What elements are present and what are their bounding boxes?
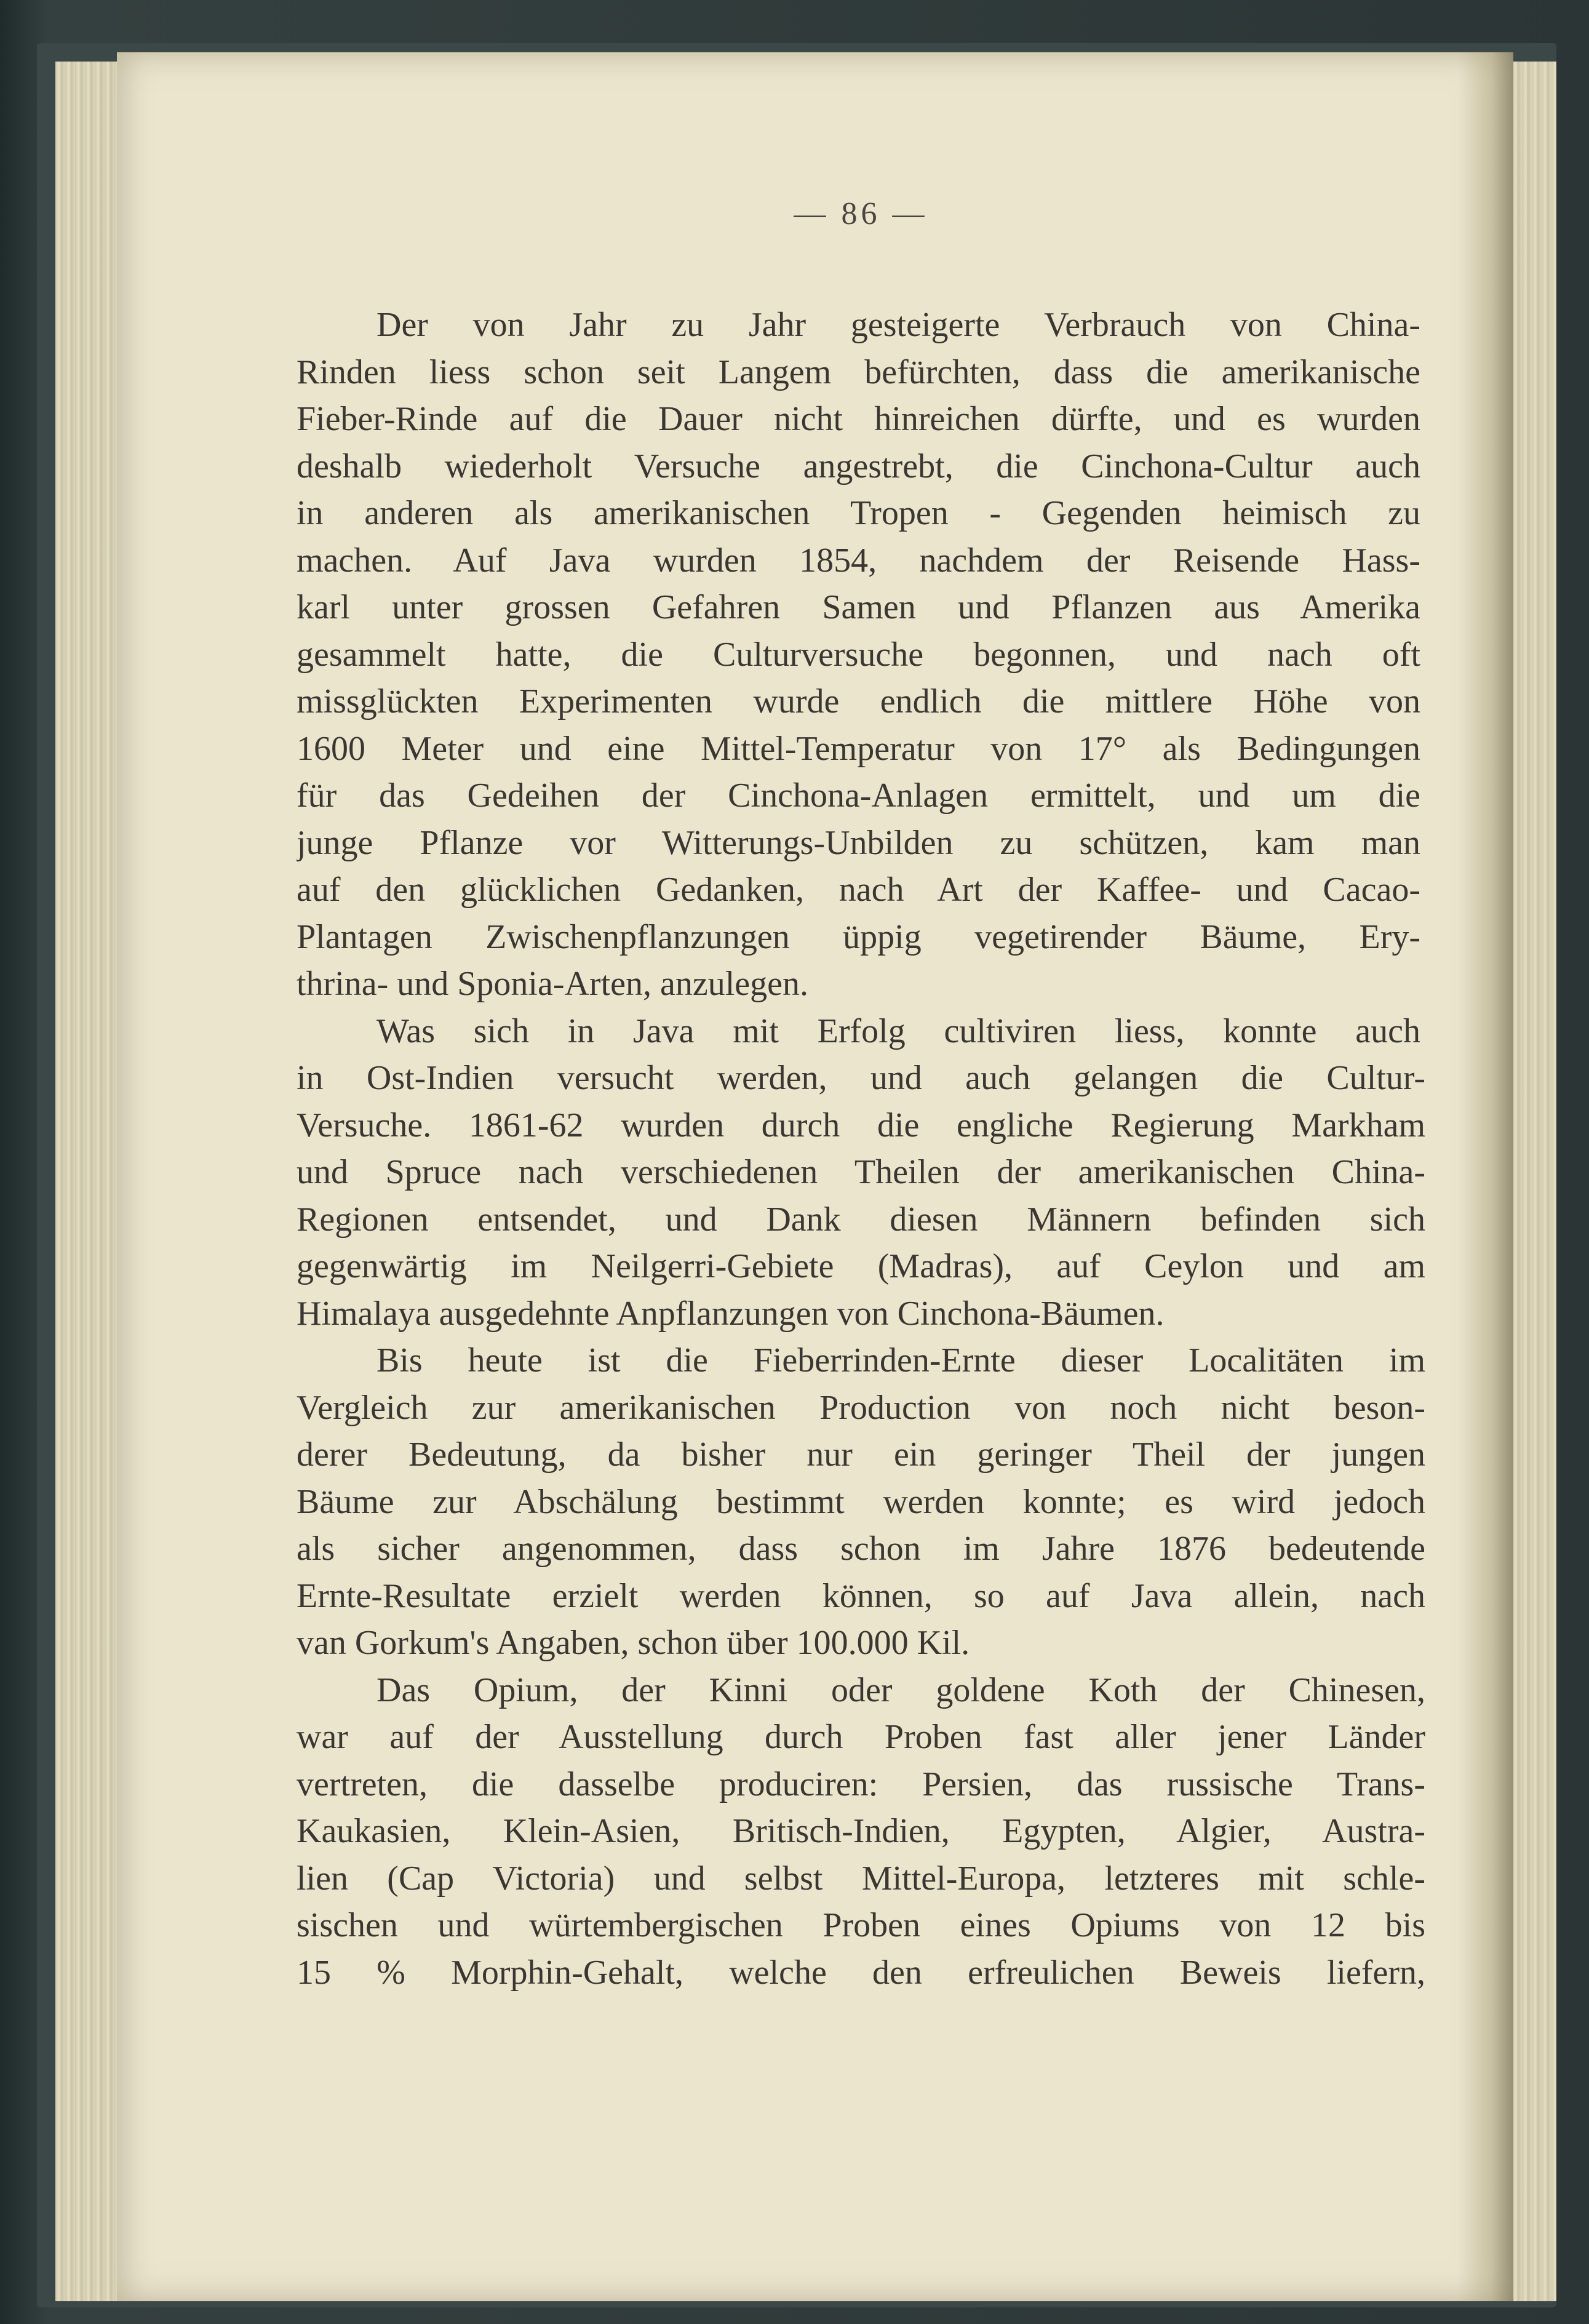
text-line: Der von Jahr zu Jahr gesteigerte Verbrauch von China- (376, 306, 1420, 344)
text-line: Himalaya ausgedehnte Anpflanzungen von Cinchona-Bäumen. (297, 1294, 1165, 1333)
text-line: Ernte-Resultate erzielt werden können, so auf Java allein, nach (297, 1576, 1425, 1615)
text-line: thrina- und Sponia-Arten, anzulegen. (297, 965, 808, 1003)
text-line: karl unter grossen Gefahren Samen und Pflanzen aus Amerika (297, 588, 1420, 626)
text-line: auf den glücklichen Gedanken, nach Art der Kaffee- und Cacao- (297, 871, 1420, 909)
text-line: Versuche. 1861-62 wurden durch die engliche Regierung Markham (297, 1106, 1425, 1144)
text-line: Bäume zur Abschälung bestimmt werden konnte; es wird jedoch (297, 1482, 1425, 1521)
text-line: Rinden liess schon seit Langem befürchten, dass die amerikanische (297, 353, 1420, 391)
text-line: Plantagen Zwischenpflanzungen üppig vegetirender Bäume, Ery- (297, 917, 1420, 956)
text-line: junge Pflanze vor Witterungs-Unbilden zu schützen, kam man (297, 823, 1420, 862)
text-line: Kaukasien, Klein-Asien, Britisch-Indien, Egypten, Algier, Austra- (297, 1812, 1425, 1850)
text-line: missglückten Experimenten wurde endlich die mittlere Höhe von (297, 682, 1420, 721)
text-line: gegenwärtig im Neilgerri-Gebiete (Madras), auf Ceylon und am (297, 1247, 1425, 1285)
text-line: Bis heute ist die Fieberrinden-Ernte dieser Localitäten im (376, 1341, 1425, 1380)
text-line: lien (Cap Victoria) und selbst Mittel-Europa, letzteres mit schle- (297, 1859, 1425, 1898)
page-number: — 86 — (794, 196, 928, 231)
text-line: in anderen als amerikanischen Tropen - Gegenden heimisch zu (297, 494, 1420, 532)
text-line: vertreten, die dasselbe produciren: Persien, das russische Trans- (297, 1765, 1425, 1803)
text-line: als sicher angenommen, dass schon im Jahre 1876 bedeutende (297, 1530, 1425, 1568)
text-line: gesammelt hatte, die Culturversuche begonnen, und nach oft (297, 635, 1420, 674)
text-line: deshalb wiederholt Versuche angestrebt, die Cinchona-Cultur auch (297, 447, 1420, 485)
text-line: Fieber-Rinde auf die Dauer nicht hinreichen dürfte, und es wurden (297, 400, 1420, 438)
page-gutter-shadow (1458, 52, 1513, 2301)
text-line: und Spruce nach verschiedenen Theilen der amerikanischen China- (297, 1153, 1425, 1191)
text-line: Was sich in Java mit Erfolg cultiviren liess, konnte auch (376, 1012, 1420, 1050)
text-line: derer Bedeutung, da bisher nur ein geringer Theil der jungen (297, 1436, 1425, 1474)
text-line: van Gorkum's Angaben, schon über 100.000 Kil. (297, 1624, 970, 1662)
text-line: 15 % Morphin-Gehalt, welche den erfreulichen Beweis liefern, (297, 1953, 1425, 1992)
text-line: war auf der Ausstellung durch Proben fast aller jener Länder (297, 1718, 1425, 1756)
text-line: Das Opium, der Kinni oder goldene Koth der Chinesen, (376, 1671, 1425, 1709)
text-line: Vergleich zur amerikanischen Production von noch nicht beson- (297, 1388, 1425, 1427)
text-line: sischen und würtembergischen Proben eines Opiums von 12 bis (297, 1906, 1425, 1944)
body-text (297, 301, 1425, 1996)
text-line: Regionen entsendet, und Dank diesen Männern befinden sich (297, 1200, 1425, 1239)
text-line: in Ost-Indien versucht werden, und auch gelangen die Cultur- (297, 1059, 1425, 1097)
text-line: machen. Auf Java wurden 1854, nachdem der Reisende Hass- (297, 541, 1420, 580)
text-line: für das Gedeihen der Cinchona-Anlagen ermittelt, und um die (297, 777, 1420, 815)
text-line: 1600 Meter und eine Mittel-Temperatur von 17° als Bedingungen (297, 729, 1420, 768)
